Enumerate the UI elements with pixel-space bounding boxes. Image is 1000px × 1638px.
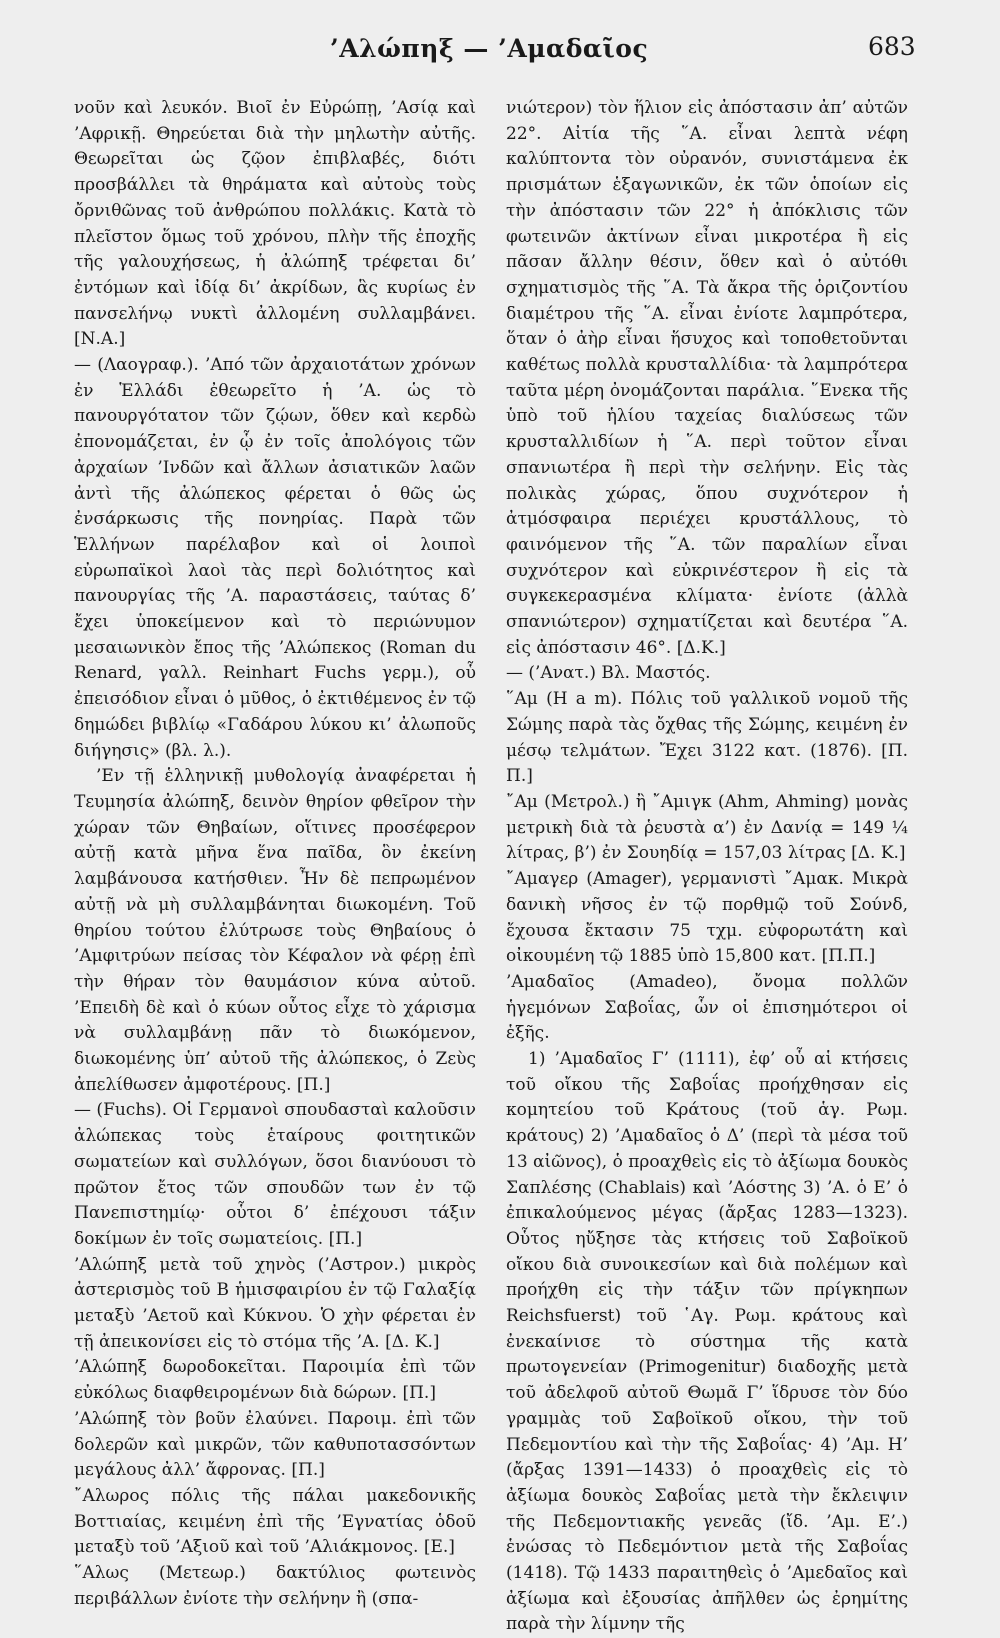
entry-ahm: ῎Αμ (Μετρολ.) ἢ ῎Αμιγκ (Ahm, Ahming) μονὰς μετρικὴ διὰ τὰ ῥευστὰ α’) ἐν Δανίᾳ = 149 ¼ λίτρας, β’) ἐν Σουηδίᾳ = 157,03 λίτρας [Δ. Κ.] bbox=[506, 791, 908, 864]
entry-alopex-constellation: ’Αλώπηξ μετὰ τοῦ χηνὸς (’Αστρον.) μικρὸς ἀστερισμὸς τοῦ Β ἡμισφαιρίου ἐν τῷ Γαλαξίᾳ μεταξὺ ’Αετοῦ καὶ Κύκνου. Ὁ χὴν φέρεται ἐν τῇ ἀπεικονίσει εἰς τὸ στόμα τῆς ’Α. [Δ. Κ.] bbox=[74, 1254, 476, 1352]
running-head: ’Αλώπηξ — ’Αμαδαῖος bbox=[330, 34, 649, 63]
page-header bbox=[0, 28, 1000, 78]
entry-halos: ῞Αλως (Μετεωρ.) δακτύλιος φωτεινὸς περιβάλλων ἐνίοτε τὴν σελήνην ἢ (σπα- bbox=[74, 1563, 476, 1609]
right-column bbox=[506, 96, 908, 1638]
left-column bbox=[74, 96, 476, 1612]
entry-alopex-zoology-cont: νοῦν καὶ λευκόν. Βιοῖ ἐν Εὐρώπῃ, ’Ασίᾳ καὶ ’Αφρικῇ. Θηρεύεται διὰ τὴν μηλωτὴν αὐτῆς. Θεωρεῖται ὡς ζῷον ἐπιβλαβές, διότι προσβάλλει τὰ θηράματα καὶ αὐτοὺς τοὺς ὄρνιθῶνας τοῦ ἀνθρώπου πολλάκις. Κατὰ τὸ πλεῖστον ὅμως τοῦ χρόνου, πλὴν τῆς ἐποχῆς τῆς γαλουχήσεως, ἡ ἀλώπηξ τρέφεται δι’ ἐντόμων καὶ ἰδίᾳ δι’ ἀκρίδων, ἃς κυρίως ἐν πανσελήνῳ νυκτὶ ἀλλομένη συλλαμβάνει. [Ν.Α.] bbox=[74, 98, 476, 350]
entry-ham: ῞Αμ (H a m). Πόλις τοῦ γαλλικοῦ νομοῦ τῆς Σώμης παρὰ τὰς ὄχθας τῆς Σώμης, κειμένη ἐν μέσῳ τελμάτων. Ἔχει 3122 κατ. (1876). [Π. Π.] bbox=[506, 689, 908, 787]
entry-amadaios-list: 1) ’Αμαδαῖος Γ’ (1111), ἐφ’ οὗ αἱ κτήσεις τοῦ οἴκου τῆς Σαβοΐας προήχθησαν εἰς κομητείου τοῦ Κράτους (τοῦ ἁγ. Ρωμ. κράτους) 2) ’Αμαδαῖος ὁ Δ’ (περὶ τὰ μέσα τοῦ 13 αἰῶνος), ὁ προαχθεὶς εἰς τὸ ἀξίωμα δουκὸς Σαπλέσης (Chablais) καὶ ’Αόστης 3) ’Α. ὁ Ε’ ὁ ἐπικαλούμενος μέγας (ἄρξας 1283—1323). Οὗτος ηὔξησε τὰς κτήσεις τοῦ Σαβοϊκοῦ οἴκου διὰ συνοικεσίων καὶ διὰ πολέμων καὶ προήχθη εἰς τὴν τάξιν τῶν πρίγκηπων Reichsfuerst) τοῦ ῾Αγ. Ρωμ. κράτους καὶ ἐνεκαίνισε τὸ σύστημα τῆς κατὰ πρωτογενείαν (Primogenitur) διαδοχῆς μετὰ τοῦ ἀδελφοῦ αὐτοῦ Θωμᾶ Γ’ ἵδρυσε τὸν δύο γραμμὰς τοῦ Σαβοϊκοῦ οἴκου, τὴν τοῦ Πεδεμοντίου καὶ τὴν τῆς Σαβοΐας· 4) ’Αμ. Η’ (ἄρξας 1391—1433) ὁ προαχθεὶς εἰς τὸ ἀξίωμα δουκὸς Σαβοΐας μετὰ τὴν ἔκλειψιν τῆς Πεδεμοντιακῆς γενεᾶς (ἴδ. ’Αμ. Ε’.) ἑνώσας τὸ Πεδεμόντιον μετὰ τῆς Σαβοΐας (1418). Τῷ 1433 παραιτηθεὶς ὁ ’Αμεδαῖος καὶ ἀξίωμα καὶ ἐξουσίας ἀπῆλθεν ὡς ἐρημίτης παρὰ τὴν λίμνην τῆς bbox=[506, 1049, 908, 1635]
entry-alopex-fuchs: — (Fuchs). Οἱ Γερμανοὶ σπουδασταὶ καλοῦσιν ἀλώπεκας τοὺς ἑταίρους φοιτητικῶν σωματείων καὶ συλλόγων, ὅσοι διανύουσι τὸ πρῶτον ἔτος τῶν σπουδῶν των ἐν τῷ Πανεπιστημίῳ· οὗτοι δ’ ἐπέχουσι τάξιν δοκίμων ἐν τοῖς σωματείοις. [Π.] bbox=[74, 1100, 476, 1249]
entry-halos-anatomy: — (’Ανατ.) Βλ. Μαστός. bbox=[506, 663, 711, 684]
entry-alopex-folklore: — (Λαογραφ.). ’Από τῶν ἀρχαιοτάτων χρόνων ἐν Ἑλλάδι ἐθεωρεῖτο ἡ ’Α. ὡς τὸ πανουργότατον τῶν ζῴων, ὅθεν καὶ κερδὼ ἐπονομάζεται, ἐν ᾧ ἐν τοῖς ἀπολόγοις τῶν ἀρχαίων ’Ινδῶν καὶ ἄλλων ἀσιατικῶν λαῶν ἀντὶ τῆς ἀλώπεκος φέρεται ὁ θῶς ὡς ἐνσάρκωσις τῆς πονηρίας. Παρὰ τῶν Ἑλλήνων παρέλαβον καὶ οἱ λοιποὶ εὐρωπαϊκοὶ λαοὶ τὰς περὶ δολιότητος καὶ πανουργίας τῆς ’Α. παραστάσεις, ταύτας δ’ ἔχει ὑποκείμενον καὶ τὸ περιώνυμον μεσαιωνικὸν ἔπος τῆς ’Αλώπεκος (Roman du Renard, γαλλ. Reinhart Fuchs γερμ.), οὗ ἐπεισόδιον εἶναι ὁ μῦθος, ὁ ἐκτιθέμενος ἐν τῷ δημώδει βιβλίῳ «Γαδάρου λύκου κι’ ἀλωποῦς διήγησις» (βλ. λ.). bbox=[74, 355, 476, 761]
page-number: 683 bbox=[868, 32, 916, 61]
entry-alopex-proverb-bribe: ’Αλώπηξ δωροδοκεῖται. Παροιμία ἐπὶ τῶν εὐκόλως διαφθειρομένων διὰ δώρων. [Π.] bbox=[74, 1357, 476, 1404]
entry-amadaios: ’Αμαδαῖος (Amadeo), ὄνομα πολλῶν ἡγεμόνων Σαβοΐας, ὧν οἱ ἐπισημότεροι οἱ ἑξῆς. bbox=[506, 971, 908, 1044]
entry-alopex-proverb-ox: ’Αλώπηξ τὸν βοῦν ἐλαύνει. Παροιμ. ἐπὶ τῶν δολερῶν καὶ μικρῶν, τῶν καθυποτασσόντων μεγάλους ἀλλ’ ἄφρονας. [Π.] bbox=[74, 1408, 476, 1481]
entry-aloros: ῎Αλωρος πόλις τῆς πάλαι μακεδονικῆς Βοττιαίας, κειμένη ἐπὶ τῆς ’Εγνατίας ὁδοῦ μεταξὺ τοῦ ’Αξιοῦ καὶ τοῦ ’Αλιάκμονος. [Ε.] bbox=[74, 1485, 476, 1558]
entry-alopex-mythology: ’Εν τῇ ἑλληνικῇ μυθολογίᾳ ἀναφέρεται ἡ Τευμησία ἀλώπηξ, δεινὸν θηρίον φθεῖρον τὴν χώραν τῶν Θηβαίων, οἵτινες προσέφερον αὐτῇ κατὰ μῆνα ἕνα παῖδα, ὃν ἐκείνη λαμβάνουσα κατήσθιεν. Ἦν δὲ πεπρωμένον αὐτῇ νὰ μὴ συλλαμβάνηται διωκομένη. Τοῦ θηρίου τούτου ἐλύτρωσε τοὺς Θηβαίους ὁ ’Αμφιτρύων πείσας τὸν Κέφαλον νὰ φέρῃ ἐπὶ τὴν θήραν τὸν θαυμάσιον κύνα αὐτοῦ. ’Επειδὴ δὲ καὶ ὁ κύων οὗτος εἶχε τὸ χάρισμα νὰ συλλαμβάνῃ πᾶν τὸ διωκόμενον, διωκομένης ὑπ’ αὐτοῦ τῆς ἀλώπεκος, ὁ Ζεὺς ἀπελίθωσεν ἀμφοτέρους. [Π.] bbox=[74, 766, 476, 1095]
entry-halos-cont: νιώτερον) τὸν ἥλιον εἰς ἀπόστασιν ἀπ’ αὐτῶν 22°. Αἰτία τῆς ῞Α. εἶναι λεπτὰ νέφη καλύπτοντα τὸν οὐρανόν, συνιστάμενα ἐκ πρισμάτων ἑξαγωνικῶν, ἐκ τῶν ὁποίων εἰς τὴν ἀπόστασιν τῶν 22° ἡ ἀπόκλισις τῶν φωτεινῶν ἀκτίνων εἶναι μικροτέρα ἢ εἰς πᾶσαν ἄλλην θέσιν, ὅθεν καὶ ὁ αὐτόθι σχηματισμὸς τῆς ῞Α. Τὰ ἄκρα τῆς ὁριζοντίου διαμέτρου τῆς ῞Α. εἶναι ἐνίοτε λαμπρότερα, ὅταν ὁ ἀὴρ εἶναι ἥσυχος καὶ τοποθετοῦνται καθέτως πολλὰ κρυσταλλίδια· τὰ λαμπρότερα ταῦτα μέρη ὀνομάζονται παράλια. ῞Ενεκα τῆς ὑπὸ τοῦ ἡλίου ταχείας διαλύσεως τῶν κρυσταλλιδίων ἡ ῞Α. περὶ τοῦτον εἶναι σπανιωτέρα ἢ περὶ τὴν σελήνην. Εἰς τὰς πολικὰς χώρας, ὅπου συχνότερον ἡ ἀτμόσφαιρα περιέχει κρυστάλλους, τὸ φαινόμενον τῆς ῞Α. τῶν παραλίων εἶναι συχνότερον καὶ εὐκρινέστερον ἢ εἰς τὰ συγκεκερασμένα κλίματα· ἐνίοτε (ἀλλὰ σπανιώτερον) σχηματίζεται καὶ δευτέρα ῞Α. εἰς ἀπόστασιν 46°. [Δ.Κ.] bbox=[506, 98, 908, 658]
entry-amager: ῎Αμαγερ (Amager), γερμανιστὶ ῎Αμακ. Μικρὰ δανικὴ νῆσος ἐν τῷ πορθμῷ τοῦ Σούνδ, ἔχουσα ἔκτασιν 75 τχμ. εὐφορωτάτη καὶ οἰκουμένη τῷ 1885 ὑπὸ 15,800 κατ. [Π.Π.] bbox=[506, 869, 908, 967]
